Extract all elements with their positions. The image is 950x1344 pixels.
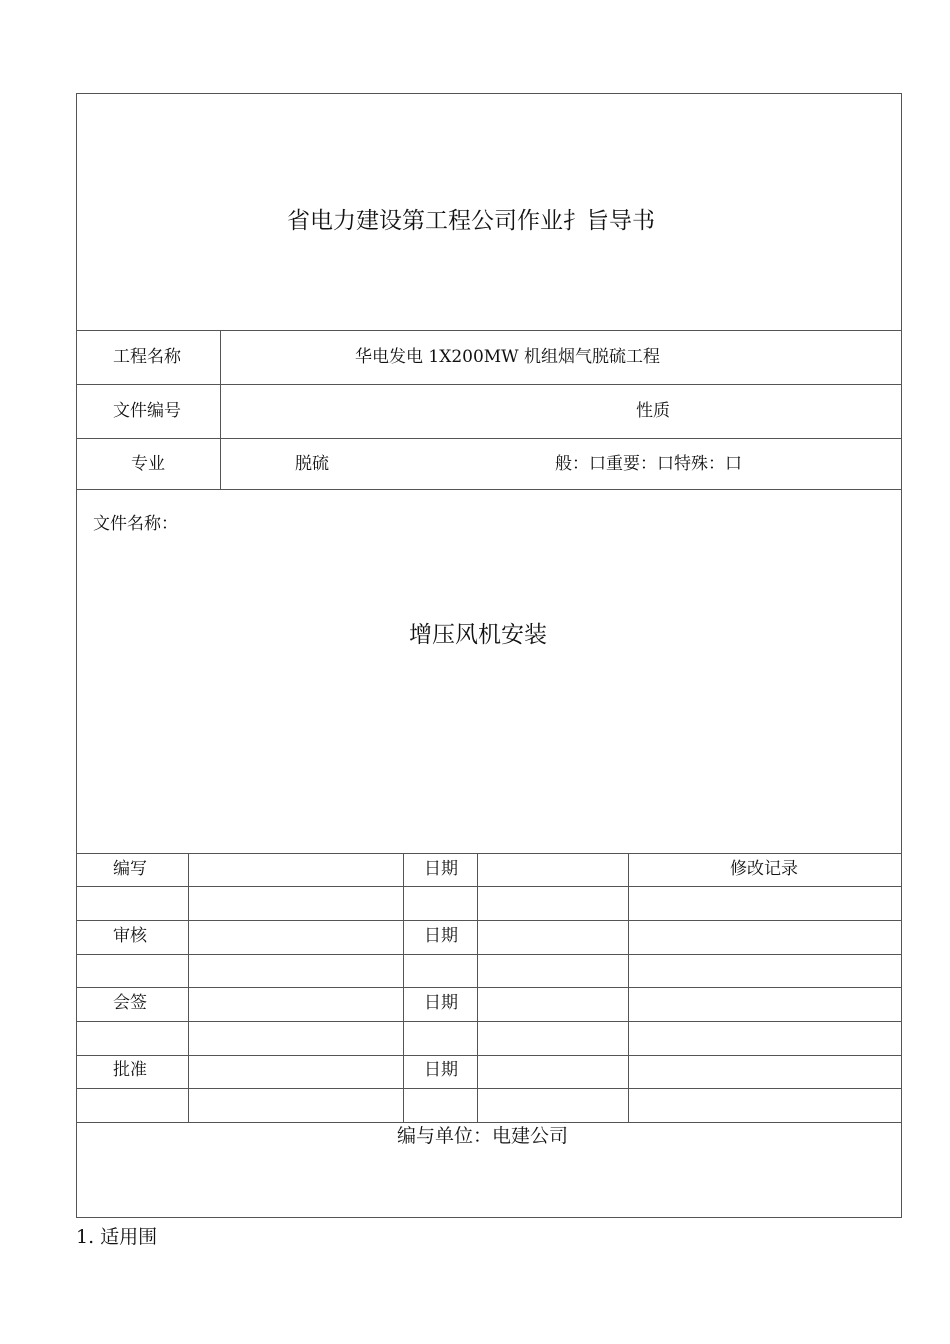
divider — [77, 1122, 901, 1123]
divider — [77, 1021, 901, 1022]
author-date-label: 日期 — [424, 859, 458, 879]
file-number-label: 文件编号 — [113, 401, 181, 421]
section-heading: 1. 适用围 — [76, 1226, 158, 1248]
document-title: 省电力建设第工程公司作业扌旨导书 — [287, 208, 655, 234]
divider — [77, 853, 901, 854]
nature-options: 般：口重要：口特殊：口 — [555, 454, 742, 474]
divider — [77, 330, 901, 331]
divider — [77, 1088, 901, 1089]
project-name-value: 华电发电 1X200MW 机组烟气脱硫工程 — [355, 347, 661, 367]
countersign-label: 会签 — [113, 993, 147, 1013]
divider — [77, 954, 901, 955]
project-name-label: 工程名称 — [113, 347, 181, 367]
divider — [220, 330, 221, 489]
divider — [628, 853, 629, 1122]
file-name-label: 文件名称： — [93, 514, 178, 534]
divider — [77, 1055, 901, 1056]
revision-record-header: 修改记录 — [730, 859, 798, 879]
divider — [188, 853, 189, 1122]
divider — [77, 886, 901, 887]
divider — [77, 987, 901, 988]
approver-date-label: 日期 — [424, 1060, 458, 1080]
divider — [403, 853, 404, 1122]
specialty-value: 脱硫 — [295, 454, 329, 474]
divider — [77, 438, 901, 439]
reviewer-label: 审核 — [113, 926, 147, 946]
divider — [77, 920, 901, 921]
divider — [477, 853, 478, 1122]
file-name-value: 增压风机安装 — [409, 622, 547, 648]
divider — [77, 489, 901, 490]
specialty-label: 专业 — [131, 454, 165, 474]
nature-label: 性质 — [636, 401, 670, 421]
author-label: 编写 — [113, 859, 147, 879]
approver-label: 批准 — [113, 1060, 147, 1080]
compiler-unit: 编与单位：电建公司 — [397, 1125, 569, 1147]
document-cover-frame — [76, 93, 902, 1218]
countersign-date-label: 日期 — [424, 993, 458, 1013]
reviewer-date-label: 日期 — [424, 926, 458, 946]
divider — [77, 384, 901, 385]
